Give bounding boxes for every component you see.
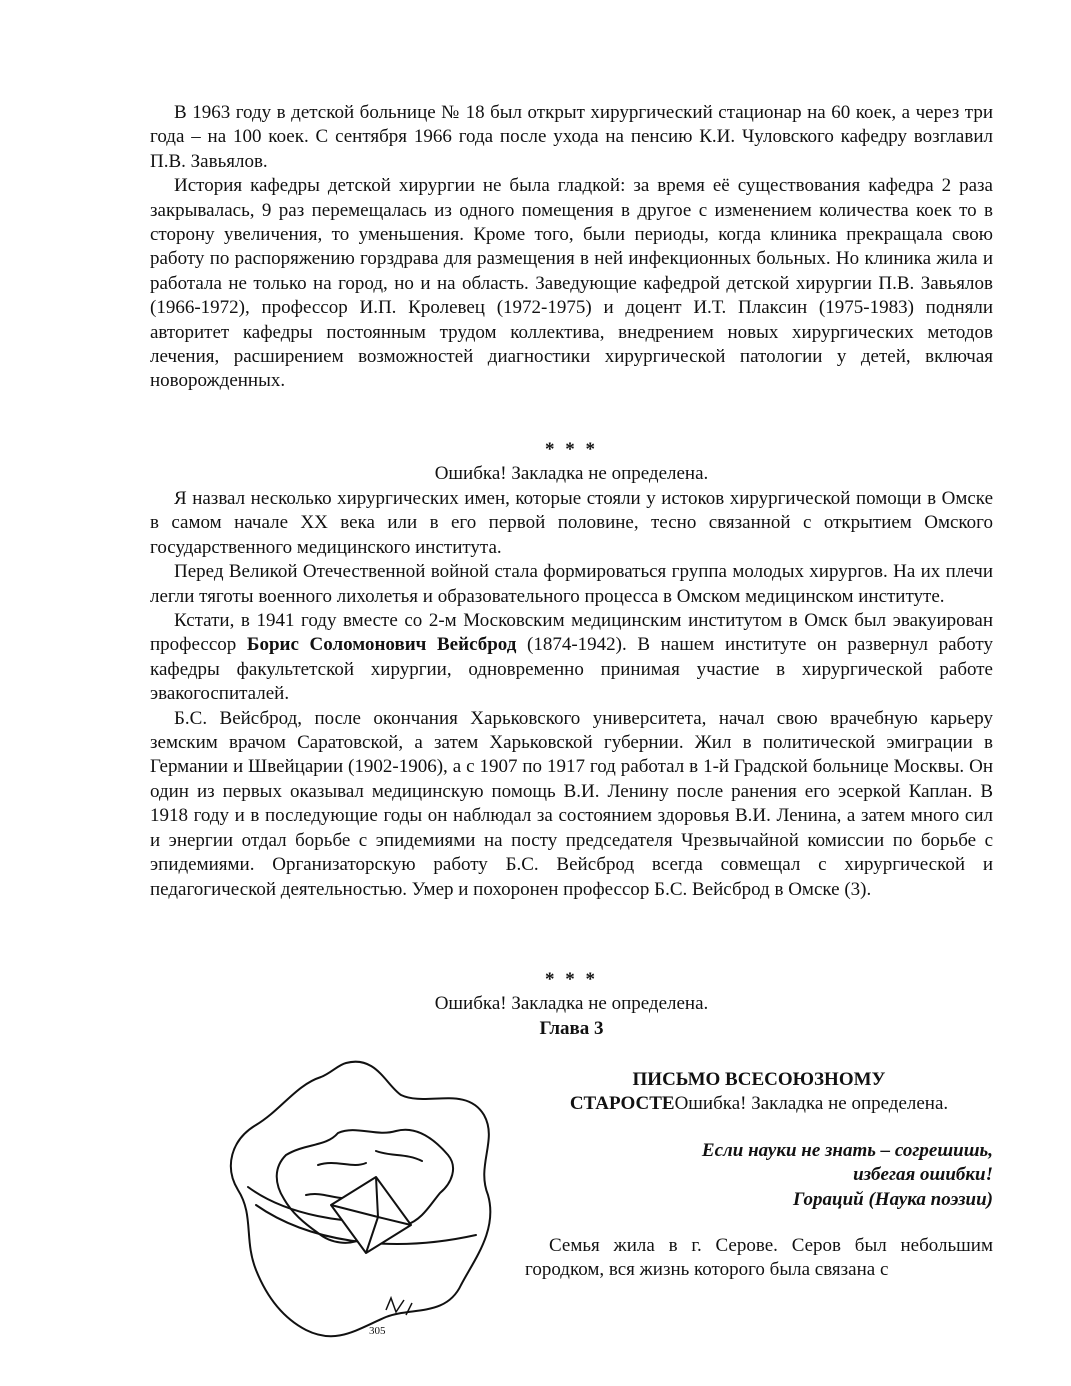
chapter-title-line1: ПИСЬМО ВСЕСОЮЗНОМУ	[632, 1069, 886, 1090]
paragraph: Б.С. Вейсброд, после окончания Харьковского университета, начал свою врачебную карьеру земским врачом Саратовской, а затем Харьковской губернии. Жил в политической эмиграции в Германии и Швейцарии (1902-1906), а с 1907 по 1917 год работал в 1-й Градской больнице Москвы. Он один из первых оказывал медицинскую помощь В.И. Ленину после ранения его эсеркой Каплан. В 1918 году и в последующие годы он наблюдал за состоянием здоровья В.И. Ленина, а затем много сил и энергии отдал борьбе с эпидемиями на посту председателя Чрезвычайной комиссии по борьбе с эпидемиями. Организаторскую работу Б.С. Вейсброд всегда совмещал с хирургической и педагогической деятельностью. Умер и похоронен профессор Б.С. Вейсброд в Омске (3).	[150, 707, 993, 900]
chapter-3	[525, 1068, 993, 1283]
section-2	[150, 487, 993, 902]
map-envelope-drawing	[226, 1055, 498, 1345]
separator-1	[150, 438, 993, 487]
envelope-icon	[331, 1177, 411, 1253]
asterisk-separator: * * *	[545, 969, 598, 990]
epigraph-line: Если науки не знать – согрешишь,	[701, 1139, 993, 1161]
paragraph: Семья жила в г. Серове. Серов был небольшим городком, вся жизнь которого была связана с	[525, 1235, 993, 1281]
illustration	[226, 1055, 498, 1345]
signature-mark: 305	[369, 1325, 386, 1337]
paragraph: В 1963 году в детской больнице № 18 был открыт хирургический стационар на 60 коек, а через три года – на 100 коек. С сентября 1966 года после ухода на пенсию К.И. Чуловского кафедру возглавил П.В. Завьялов.	[150, 102, 993, 172]
paragraph	[150, 609, 993, 707]
paragraph: История кафедры детской хирургии не была гладкой: за время её существования кафедра 2 раза закрывалась, 9 раз перемещалась из одного помещения в другое с изменением количества коек то в сторону увеличения, то уменьшения. Кроме того, были периоды, когда клиника прекращала свою работу по распоряжению горздрава для размещения в ней инфекционных больных. Но клиника жила и работала не только на город, но и на область. Заведующие кафедрой детской хирургии П.В. Завьялов (1966-1972), профессор И.П. Кролевец (1972-1975) и доцент И.Т. Плаксин (1975-1983) подняли авторитет кафедры постоянным трудом коллектива, внедрением новых хирургических методов лечения, расширением возможностей диагностики хирургической патологии у детей, включая новорожденных.	[150, 175, 993, 392]
bookmark-error: Ошибка! Закладка не определена.	[674, 1093, 949, 1115]
epigraph-line: избегая ошибки!	[853, 1164, 993, 1186]
paragraph: Перед Великой Отечественной войной стала формироваться группа молодых хирургов. На их плечи легли тяготы военного лихолетья и образовательного процесса в Омском медицинском институте.	[150, 561, 993, 607]
text: (1874-1942). В нашем институте он развернул работу кафедры факультетской хирургии, одновременно принимая участие в хирургической работе эвакогоспиталей.	[150, 634, 993, 705]
text: Кстати, в 1941 году вместе со 2-м Московским медицинским институтом в Омск был эвакуирован профессор	[150, 610, 993, 656]
bookmark-error: Ошибка! Закладка не определена.	[434, 993, 709, 1015]
chapter-title-bold: СТАРОСТЕ	[569, 1093, 675, 1115]
chapter-title-line2	[525, 1092, 993, 1116]
paragraph: Я назвал несколько хирургических имен, которые стояли у истоков хирургической помощи в Омске в самом начале XX века или в его первой половине, тесно связанной с открытием Омского государственного медицинского института.	[150, 488, 993, 558]
person-name: Борис Соломонович Вейсброд	[246, 634, 517, 656]
epigraph-source: Гораций (Наука поэзии)	[793, 1188, 993, 1210]
chapter-heading: Глава 3	[539, 1017, 604, 1039]
separator-2	[150, 968, 993, 1041]
bookmark-error: Ошибка! Закладка не определена.	[434, 463, 709, 485]
asterisk-separator: * * *	[545, 439, 598, 460]
section-1	[150, 101, 993, 394]
